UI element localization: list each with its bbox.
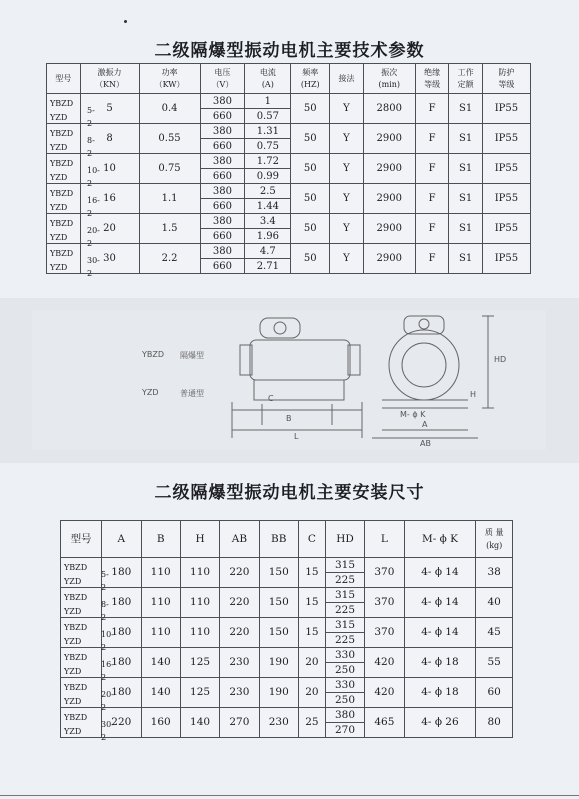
voltage-660-cell: 660	[200, 169, 245, 184]
hd-lower-cell: 270	[325, 723, 364, 738]
model-yzd: YZD	[50, 232, 68, 242]
tech-header-top: 工作	[457, 67, 474, 77]
model-number: 10-2	[87, 165, 100, 188]
model-ybzd: YBZD	[64, 682, 88, 692]
force-cell: 20	[80, 214, 139, 244]
model-yzd: YZD	[64, 726, 82, 736]
tech-header-top: 绝缘	[424, 67, 441, 77]
voltage-380-cell: 380	[200, 154, 245, 169]
install-dims-table	[60, 520, 513, 742]
model-yzd: YZD	[50, 112, 68, 122]
model-number: 30-2	[101, 719, 114, 742]
dim-b-cell: 160	[141, 708, 180, 738]
mount-holes-cell: 4- ϕ 18	[404, 648, 476, 678]
connection-cell: Y	[330, 184, 364, 214]
dim-ab: AB	[420, 439, 431, 448]
frequency-cell: 50	[291, 184, 330, 214]
dim-h-cell: 110	[180, 588, 219, 618]
model-cell	[47, 244, 100, 278]
tech-header-bottom: (A)	[261, 79, 274, 89]
tech-header-cell	[245, 64, 291, 94]
tech-header-top: 电压	[214, 67, 231, 77]
tech-header-top: 防护	[498, 67, 515, 77]
model-cell	[47, 124, 95, 158]
dim-c-cell: 25	[298, 708, 325, 738]
model-name	[47, 95, 95, 128]
model-cell	[61, 708, 114, 742]
table2-title: 二级隔爆型振动电机主要安装尺寸	[154, 483, 425, 503]
tech-params-header-row	[47, 64, 531, 94]
voltage-380-cell: 380	[200, 184, 245, 199]
dim-h-cell: 140	[180, 708, 219, 738]
dim-h-cell: 125	[180, 648, 219, 678]
dim-bb-cell: 190	[259, 648, 298, 678]
tech-header-cell	[482, 64, 530, 94]
install-header-cell: AB	[220, 521, 259, 558]
model-cell	[61, 648, 114, 682]
model-ybzd: YBZD	[50, 98, 74, 108]
hd-upper-cell: 330	[325, 648, 364, 663]
current-380-cell: 1	[245, 94, 291, 109]
dim-c-cell: 20	[298, 678, 325, 708]
protection-cell: IP55	[482, 214, 530, 244]
model-yzd: YZD	[50, 262, 68, 272]
current-660-cell: 1.96	[245, 229, 291, 244]
tech-header-cell	[449, 64, 483, 94]
install-header-cell: BB	[259, 521, 298, 558]
model-yzd: YZD	[64, 576, 82, 586]
dim-a-cell: 180	[102, 588, 141, 618]
connection-cell: Y	[330, 124, 364, 154]
dim-a-cell: 180	[102, 558, 141, 588]
install-header-cell: B	[141, 521, 180, 558]
model-cell	[61, 558, 109, 592]
mass-header-bottom: (kg)	[486, 541, 503, 550]
yzd-label: YZD	[142, 388, 159, 397]
dim-b-cell: 110	[141, 618, 180, 648]
mount-holes-cell: 4- ϕ 18	[404, 678, 476, 708]
model-ybzd: YBZD	[50, 188, 74, 198]
protection-cell: IP55	[482, 184, 530, 214]
frequency-cell: 50	[291, 124, 330, 154]
dim-b-cell: 140	[141, 678, 180, 708]
mount-holes-cell: 4- ϕ 14	[404, 618, 476, 648]
force-cell: 16	[80, 184, 139, 214]
tech-header-bottom: 等级	[424, 79, 441, 89]
dim-b: B	[286, 414, 292, 423]
dim-a-cell: 220	[102, 708, 141, 738]
motor-drawing	[32, 310, 546, 450]
dim-ab-cell: 230	[220, 678, 259, 708]
model-name	[61, 709, 114, 742]
mass-cell: 40	[476, 588, 513, 618]
model-yzd: YZD	[64, 636, 82, 646]
power-cell: 1.5	[139, 214, 200, 244]
tech-header-top: 电流	[259, 67, 276, 77]
mount-holes-cell: 4- ϕ 26	[404, 708, 476, 738]
table-row	[61, 618, 513, 633]
rpm-cell: 2800	[363, 94, 415, 124]
dim-a-cell: 180	[102, 648, 141, 678]
table-row	[47, 94, 531, 109]
voltage-660-cell: 660	[200, 259, 245, 274]
protection-cell: IP55	[482, 244, 530, 274]
tech-header-cell	[200, 64, 245, 94]
current-660-cell: 0.99	[245, 169, 291, 184]
dim-ab-cell: 230	[220, 648, 259, 678]
tech-header-top: 频率	[302, 67, 319, 77]
force-cell: 10	[80, 154, 139, 184]
connection-cell: Y	[330, 154, 364, 184]
model-name	[61, 679, 114, 712]
dim-a: A	[422, 420, 428, 429]
model-ybzd: YBZD	[50, 218, 74, 228]
mass-cell: 45	[476, 618, 513, 648]
model-name	[47, 185, 100, 218]
tech-header-cell	[291, 64, 330, 94]
hd-lower-cell: 225	[325, 573, 364, 588]
model-number: 5-2	[87, 105, 95, 128]
hd-lower-cell: 225	[325, 633, 364, 648]
power-cell: 0.4	[139, 94, 200, 124]
duty-cell: S1	[449, 94, 483, 124]
model-cell	[61, 588, 109, 622]
table-row	[47, 184, 531, 199]
protection-cell: IP55	[482, 94, 530, 124]
tech-header-bottom: 定额	[457, 79, 474, 89]
tech-header-cell	[415, 64, 449, 94]
current-380-cell: 4.7	[245, 244, 291, 259]
install-header-cell: A	[102, 521, 141, 558]
hd-upper-cell: 380	[325, 708, 364, 723]
dim-l-cell: 370	[365, 588, 404, 618]
protection-cell: IP55	[482, 154, 530, 184]
rpm-cell: 2900	[363, 184, 415, 214]
model-number: 8-2	[87, 135, 95, 158]
model-name	[61, 619, 114, 652]
duty-cell: S1	[449, 214, 483, 244]
scan-speck	[124, 20, 127, 23]
dim-a-cell: 180	[102, 678, 141, 708]
rpm-cell: 2900	[363, 124, 415, 154]
dim-bb-cell: 230	[259, 708, 298, 738]
table-row	[47, 214, 531, 229]
tech-header-top: 激振力	[97, 67, 122, 77]
dim-b-cell: 110	[141, 558, 180, 588]
model-yzd: YZD	[50, 172, 68, 182]
rpm-cell: 2900	[363, 214, 415, 244]
mass-cell: 80	[476, 708, 513, 738]
install-dims-header-row	[61, 521, 513, 558]
duty-cell: S1	[449, 154, 483, 184]
model-number: 20-2	[87, 225, 100, 248]
table1-title: 二级隔爆型振动电机主要技术参数	[154, 41, 425, 61]
model-yzd: YZD	[64, 606, 82, 616]
model-yzd: YZD	[50, 202, 68, 212]
tech-header-bottom: （KN）	[95, 79, 125, 89]
table-row	[47, 154, 531, 169]
frequency-cell: 50	[291, 94, 330, 124]
hd-lower-cell: 225	[325, 603, 364, 618]
current-380-cell: 2.5	[245, 184, 291, 199]
dim-ab-cell: 270	[220, 708, 259, 738]
mass-header-cell	[476, 521, 513, 558]
page-bottom-rule	[0, 795, 579, 796]
dim-l: L	[294, 432, 299, 441]
mount-holes-cell: 4- ϕ 14	[404, 558, 476, 588]
dim-a-cell: 180	[102, 618, 141, 648]
rpm-cell: 2900	[363, 244, 415, 274]
voltage-380-cell: 380	[200, 94, 245, 109]
voltage-660-cell: 660	[200, 199, 245, 214]
model-number: 8-2	[101, 599, 109, 622]
model-ybzd: YBZD	[64, 592, 88, 602]
model-yzd: YZD	[64, 666, 82, 676]
yzd-desc: 普通型	[180, 389, 204, 398]
model-yzd: YZD	[64, 696, 82, 706]
install-header-cell: HD	[325, 521, 364, 558]
model-cell	[61, 678, 114, 712]
hd-upper-cell: 315	[325, 618, 364, 633]
dim-l-cell: 420	[365, 678, 404, 708]
current-660-cell: 0.75	[245, 139, 291, 154]
tech-header-top: 振次	[381, 67, 398, 77]
dim-hd: HD	[494, 355, 507, 364]
model-name	[61, 559, 109, 592]
current-660-cell: 0.57	[245, 109, 291, 124]
dim-ab-cell: 220	[220, 588, 259, 618]
power-cell: 0.75	[139, 154, 200, 184]
duty-cell: S1	[449, 124, 483, 154]
dim-bb-cell: 150	[259, 588, 298, 618]
connection-cell: Y	[330, 94, 364, 124]
hd-lower-cell: 250	[325, 693, 364, 708]
install-header-cell: 型号	[61, 521, 102, 558]
hd-lower-cell: 250	[325, 663, 364, 678]
frequency-cell: 50	[291, 244, 330, 274]
ybzd-label: YBZD	[142, 350, 165, 359]
dim-h-cell: 110	[180, 618, 219, 648]
dim-c: C	[268, 394, 274, 403]
model-number: 10-2	[101, 629, 114, 652]
dim-c-cell: 15	[298, 618, 325, 648]
dim-c-cell: 20	[298, 648, 325, 678]
voltage-660-cell: 660	[200, 109, 245, 124]
install-header-cell: M- ϕ K	[404, 521, 476, 558]
install-header-cell: H	[180, 521, 219, 558]
model-cell	[47, 154, 100, 188]
current-660-cell: 2.71	[245, 259, 291, 274]
current-660-cell: 1.44	[245, 199, 291, 214]
frequency-cell: 50	[291, 154, 330, 184]
model-name	[47, 245, 100, 278]
current-380-cell: 3.4	[245, 214, 291, 229]
protection-cell: IP55	[482, 124, 530, 154]
end-view	[372, 316, 494, 438]
tech-header-bottom: (min)	[378, 79, 401, 89]
current-380-cell: 1.31	[245, 124, 291, 139]
insulation-cell: F	[415, 244, 449, 274]
table-row	[61, 708, 513, 723]
tech-header-top: 接法	[338, 73, 355, 83]
dim-b-cell: 140	[141, 648, 180, 678]
model-ybzd: YBZD	[64, 712, 88, 722]
dim-l-cell: 370	[365, 618, 404, 648]
model-name	[61, 649, 114, 682]
install-header-cell: L	[365, 521, 404, 558]
mass-header-top: 质 量	[484, 528, 504, 537]
dim-h-cell: 110	[180, 558, 219, 588]
dim-b-cell: 110	[141, 588, 180, 618]
current-380-cell: 1.72	[245, 154, 291, 169]
model-ybzd: YBZD	[50, 158, 74, 168]
dim-l-cell: 370	[365, 558, 404, 588]
voltage-660-cell: 660	[200, 139, 245, 154]
table-row	[61, 588, 513, 603]
install-header-cell: C	[298, 521, 325, 558]
model-name	[47, 155, 100, 188]
dim-ab-cell: 220	[220, 558, 259, 588]
connection-cell: Y	[330, 244, 364, 274]
tech-header-top: 型号	[55, 73, 72, 83]
model-cell	[47, 94, 95, 128]
dim-ab-cell: 220	[220, 618, 259, 648]
model-name	[47, 215, 100, 248]
table-row	[47, 124, 531, 139]
model-yzd: YZD	[50, 142, 68, 152]
force-cell: 30	[80, 244, 139, 274]
insulation-cell: F	[415, 154, 449, 184]
dim-h: H	[470, 390, 477, 399]
hd-upper-cell: 315	[325, 558, 364, 573]
power-cell: 0.55	[139, 124, 200, 154]
dim-c-cell: 15	[298, 558, 325, 588]
tech-header-cell	[80, 64, 139, 94]
table-row	[61, 678, 513, 693]
dim-c-cell: 15	[298, 588, 325, 618]
table-row	[47, 244, 531, 259]
voltage-660-cell: 660	[200, 229, 245, 244]
dim-l-cell: 420	[365, 648, 404, 678]
dim-m: M- ϕ K	[400, 410, 426, 419]
tech-header-bottom: (HZ)	[300, 79, 320, 89]
model-ybzd: YBZD	[64, 622, 88, 632]
tech-header-cell	[330, 64, 364, 94]
insulation-cell: F	[415, 184, 449, 214]
frequency-cell: 50	[291, 214, 330, 244]
tech-header-cell	[139, 64, 200, 94]
rpm-cell: 2900	[363, 154, 415, 184]
tech-params-table	[46, 63, 531, 278]
model-cell	[47, 184, 100, 218]
ybzd-desc: 隔爆型	[180, 351, 204, 360]
tech-header-bottom: 等级	[498, 79, 515, 89]
duty-cell: S1	[449, 184, 483, 214]
model-name	[61, 589, 109, 622]
insulation-cell: F	[415, 94, 449, 124]
voltage-380-cell: 380	[200, 244, 245, 259]
power-cell: 1.1	[139, 184, 200, 214]
connection-cell: Y	[330, 214, 364, 244]
tech-header-cell	[47, 64, 81, 94]
model-ybzd: YBZD	[64, 652, 88, 662]
hd-upper-cell: 330	[325, 678, 364, 693]
mass-cell: 60	[476, 678, 513, 708]
tech-header-bottom: （V）	[211, 79, 234, 89]
voltage-380-cell: 380	[200, 124, 245, 139]
mass-cell: 38	[476, 558, 513, 588]
table-row	[61, 558, 513, 573]
dim-bb-cell: 190	[259, 678, 298, 708]
dim-bb-cell: 150	[259, 558, 298, 588]
dim-bb-cell: 150	[259, 618, 298, 648]
voltage-380-cell: 380	[200, 214, 245, 229]
model-ybzd: YBZD	[64, 562, 88, 572]
force-cell: 8	[80, 124, 139, 154]
model-number: 5-2	[101, 569, 109, 592]
model-name	[47, 125, 95, 158]
tech-header-bottom: （KW）	[154, 79, 185, 89]
duty-cell: S1	[449, 244, 483, 274]
model-number: 20-2	[101, 689, 114, 712]
table-row	[61, 648, 513, 663]
model-cell	[61, 618, 114, 652]
mass-cell: 55	[476, 648, 513, 678]
model-number: 30-2	[87, 255, 100, 278]
mount-holes-cell: 4- ϕ 14	[404, 588, 476, 618]
tech-header-cell	[363, 64, 415, 94]
power-cell: 2.2	[139, 244, 200, 274]
model-ybzd: YBZD	[50, 128, 74, 138]
hd-upper-cell: 315	[325, 588, 364, 603]
dim-h-cell: 125	[180, 678, 219, 708]
side-view	[232, 318, 362, 438]
insulation-cell: F	[415, 214, 449, 244]
tech-header-top: 功率	[161, 67, 178, 77]
model-cell	[47, 214, 100, 248]
model-number: 16-2	[87, 195, 100, 218]
dim-l-cell: 465	[365, 708, 404, 738]
model-number: 16-2	[101, 659, 114, 682]
force-cell: 5	[80, 94, 139, 124]
motor-drawing-svg	[32, 310, 546, 450]
model-ybzd: YBZD	[50, 248, 74, 258]
insulation-cell: F	[415, 124, 449, 154]
